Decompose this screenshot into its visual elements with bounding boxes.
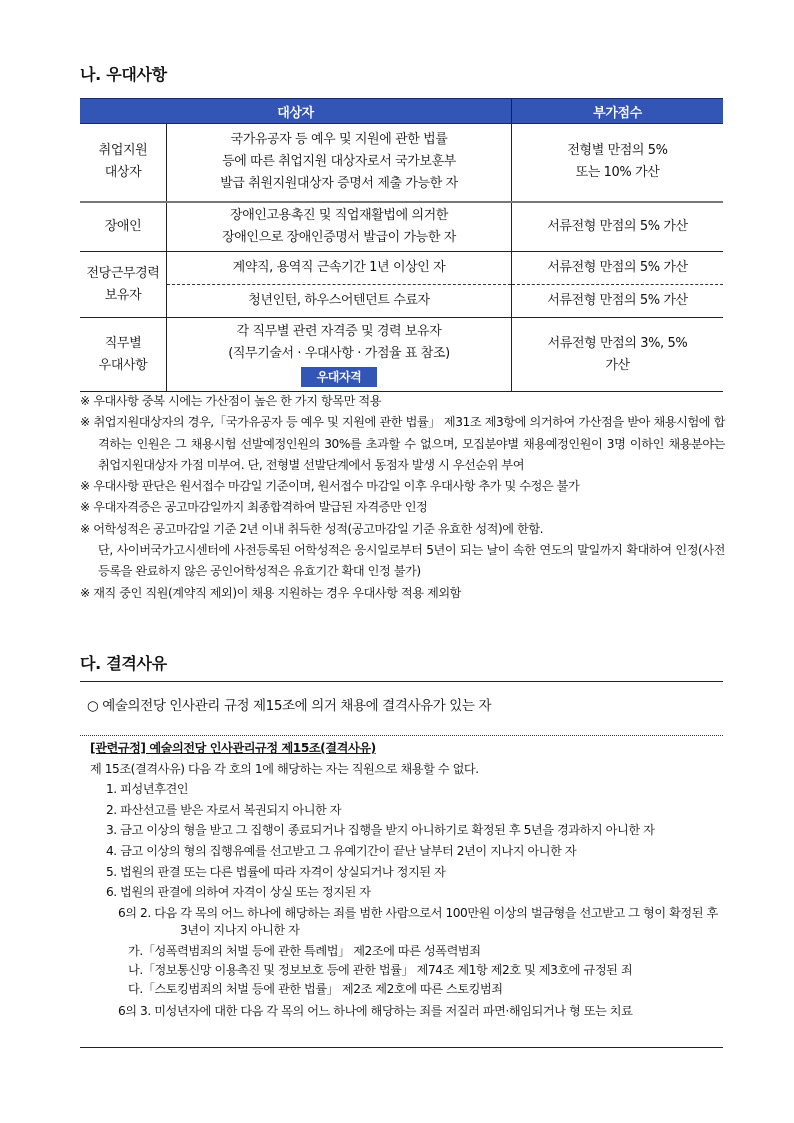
regulation-item-text: 5. 법원의 판결 또는 다른 법률에 따라 자격이 상실되거나 정지된 자 — [106, 864, 446, 879]
regulation-item-text: 6의 2. 다음 각 목의 어느 하나에 해당하는 죄를 범한 사람으로서 100만원 이상의 벌금형을 선고받고 그 형이 확정된 후 3년이 지나지 아니한 자 — [118, 905, 718, 937]
detail-cell — [167, 124, 512, 202]
regulation-item-text: 4. 금고 이상의 형의 집행유예를 선고받고 그 유예기간이 끝난 날부터 2년이 지나지 아니한 자 — [106, 844, 577, 858]
category-text: 우대사항 — [98, 357, 148, 373]
note-item — [80, 519, 725, 540]
regulation-sub-item: 다.「스토킹범죄의 처벌 등에 관한 법률」 제2조 제2호에 따른 스토킹범죄 — [128, 981, 503, 996]
detail-cell: 계약직, 용역직 근속기간 1년 이상인 자 — [167, 252, 512, 285]
category-text: 취업지원 — [98, 143, 148, 159]
regulation-item — [90, 820, 725, 841]
note-item — [80, 497, 725, 518]
points-text: 서류전형 만점의 3%, 5% — [547, 335, 688, 351]
note-text: 우대자격증은 공고마감일까지 최종합격하여 발급된 자격증만 인정 — [93, 500, 428, 515]
preferred-qualification-badge[interactable]: 우대자격 — [301, 367, 378, 387]
category-text: 대상자 — [104, 165, 142, 181]
divider-bottom — [80, 1047, 723, 1048]
note-text: 우대사항 중복 시에는 가산점이 높은 한 가지 항목만 적용 — [93, 394, 382, 408]
preference-table — [80, 98, 723, 392]
regulation-item-text: 1. 피성년후견인 — [106, 782, 189, 796]
header-target: 대상자 — [80, 99, 512, 124]
table-row — [80, 202, 723, 252]
detail-text: 장애인으로 장애인증명서 발급이 가능한 자 — [222, 229, 456, 245]
category-cell: 장애인 — [80, 202, 167, 252]
section-title-preference: 나. 우대사항 — [80, 65, 167, 84]
regulation-sub-item: 나.「정보통신망 이용촉진 및 정보보호 등에 관한 법률」 제74조 제1항 제2호 및 제3호에 규정된 죄 — [128, 962, 633, 977]
detail-text: 발급 취원지원대상자 증명서 제출 가능한 자 — [220, 176, 458, 192]
note-mark: ※ — [80, 479, 90, 494]
note-mark: ※ — [80, 521, 90, 536]
disqualification-bullet: ○ 예술의전당 인사관리 규정 제15조에 의거 채용에 결격사유가 있는 자 — [87, 698, 492, 714]
regulation-intro: 제 15조(결격사유) 다음 각 호의 1에 해당하는 자는 직원으로 채용할 수 없다. — [90, 761, 479, 776]
note-item — [80, 476, 725, 497]
divider-solid — [80, 681, 723, 682]
note-mark: ※ — [80, 585, 90, 600]
points-cell: 서류전형 만점의 5% 가산 — [512, 202, 724, 252]
header-points: 부가점수 — [512, 99, 724, 124]
detail-text: (직무기술서 · 우대사항 · 가점율 표 참조) — [228, 345, 450, 361]
regulation-item-text: 6. 법원의 판결에 의하여 자격이 상실 또는 정지된 자 — [106, 885, 371, 899]
note-item — [80, 391, 725, 412]
regulation-item-text: 2. 파산선고를 받은 자로서 복권되지 아니한 자 — [106, 802, 342, 817]
note-continuation: 단, 사이버국가고시센터에 사전등록된 어학성적은 응시일로부터 5년이 되는 날이 속한 연도의 말일까지 확대하여 인정(사전등록을 완료하지 않은 공인어학성적은 유효기간 확대 인정 불가) — [98, 543, 725, 579]
table-row — [80, 318, 723, 392]
detail-cell: 청년인턴, 하우스어텐던트 수료자 — [167, 285, 512, 318]
category-text: 직무별 — [104, 335, 142, 351]
table-row — [80, 252, 723, 285]
detail-text: 각 직무별 관련 자격증 및 경력 보유자 — [236, 323, 442, 339]
note-mark: ※ — [80, 500, 90, 515]
detail-text: 국가유공자 등 예우 및 지원에 관한 법률 — [230, 132, 448, 148]
regulation-item-6-2 — [90, 903, 725, 939]
points-text: 가산 — [605, 357, 630, 373]
divider-dotted — [80, 735, 723, 736]
points-cell: 서류전형 만점의 5% 가산 — [512, 285, 724, 318]
regulation-box — [90, 738, 725, 1021]
regulation-title: [관련규정] 예술의전당 인사관리규정 제15조(결격사유) — [90, 741, 376, 755]
preference-notes — [80, 391, 725, 604]
category-text: 전당근무경력 — [86, 265, 160, 281]
category-text: 보유자 — [104, 287, 142, 303]
table-row — [80, 124, 723, 202]
regulation-item — [90, 800, 725, 821]
points-cell — [512, 124, 724, 202]
regulation-item-text: 3. 금고 이상의 형을 받고 그 집행이 종료되거나 집행을 받지 아니하기로 확정된 후 5년을 경과하지 아니한 자 — [106, 823, 655, 837]
note-text: 어학성적은 공고마감일 기준 2년 이내 취득한 성적(공고마감일 기준 유효한 성적)에 한함. — [93, 521, 544, 536]
regulation-sub-item: 가.「성폭력범죄의 처벌 등에 관한 특례법」 제2조에 따른 성폭력범죄 — [128, 943, 481, 958]
note-mark: ※ — [80, 415, 90, 430]
regulation-item — [90, 862, 725, 883]
detail-cell — [167, 202, 512, 252]
section-title-disqualification: 다. 결격사유 — [80, 654, 167, 673]
note-mark: ※ — [80, 394, 90, 408]
note-item — [80, 412, 725, 476]
detail-cell — [167, 318, 512, 392]
regulation-item — [90, 841, 725, 862]
detail-text: 장애인고용촉진 및 직업재활법에 의거한 — [230, 207, 448, 223]
regulation-item-6-3: 6의 3. 미성년자에 대한 다음 각 목의 어느 하나에 해당하는 죄를 저질러 파면·해임되거나 형 또는 치료 — [118, 1003, 633, 1018]
note-text: 재직 중인 직원(계약직 제외)이 채용 지원하는 경우 우대사항 적용 제외함 — [93, 585, 461, 600]
note-text: 우대사항 판단은 원서접수 마감일 기준이며, 원서접수 마감일 이후 우대사항 추가 및 수정은 불가 — [93, 479, 580, 494]
points-text: 또는 10% 가산 — [575, 165, 660, 181]
points-cell — [512, 318, 724, 392]
category-cell — [80, 318, 167, 392]
note-text: 취업지원대상자의 경우,「국가유공자 등 예우 및 지원에 관한 법률」 제31조 제3항에 의거하여 가산점을 받아 채용시험에 합격하는 인원은 그 채용시험 선발예정인원의 30%를 초과할 수 없으며, 모집분야별 채용예정인원이 3명 이하인 채용분야는 취업지원대상자 가점 미부여. 단, 전형별 선발단계에서 동점자 발생 시 우선순위 부여 — [93, 415, 725, 472]
detail-text: 등에 따른 취업지원 대상자로서 국가보훈부 — [222, 154, 456, 170]
regulation-item — [90, 779, 725, 800]
category-cell — [80, 124, 167, 202]
regulation-item — [90, 882, 725, 903]
category-cell — [80, 252, 167, 318]
points-text: 전형별 만점의 5% — [567, 143, 668, 159]
table-row — [80, 285, 723, 318]
note-item — [80, 583, 725, 604]
points-cell: 서류전형 만점의 5% 가산 — [512, 252, 724, 285]
